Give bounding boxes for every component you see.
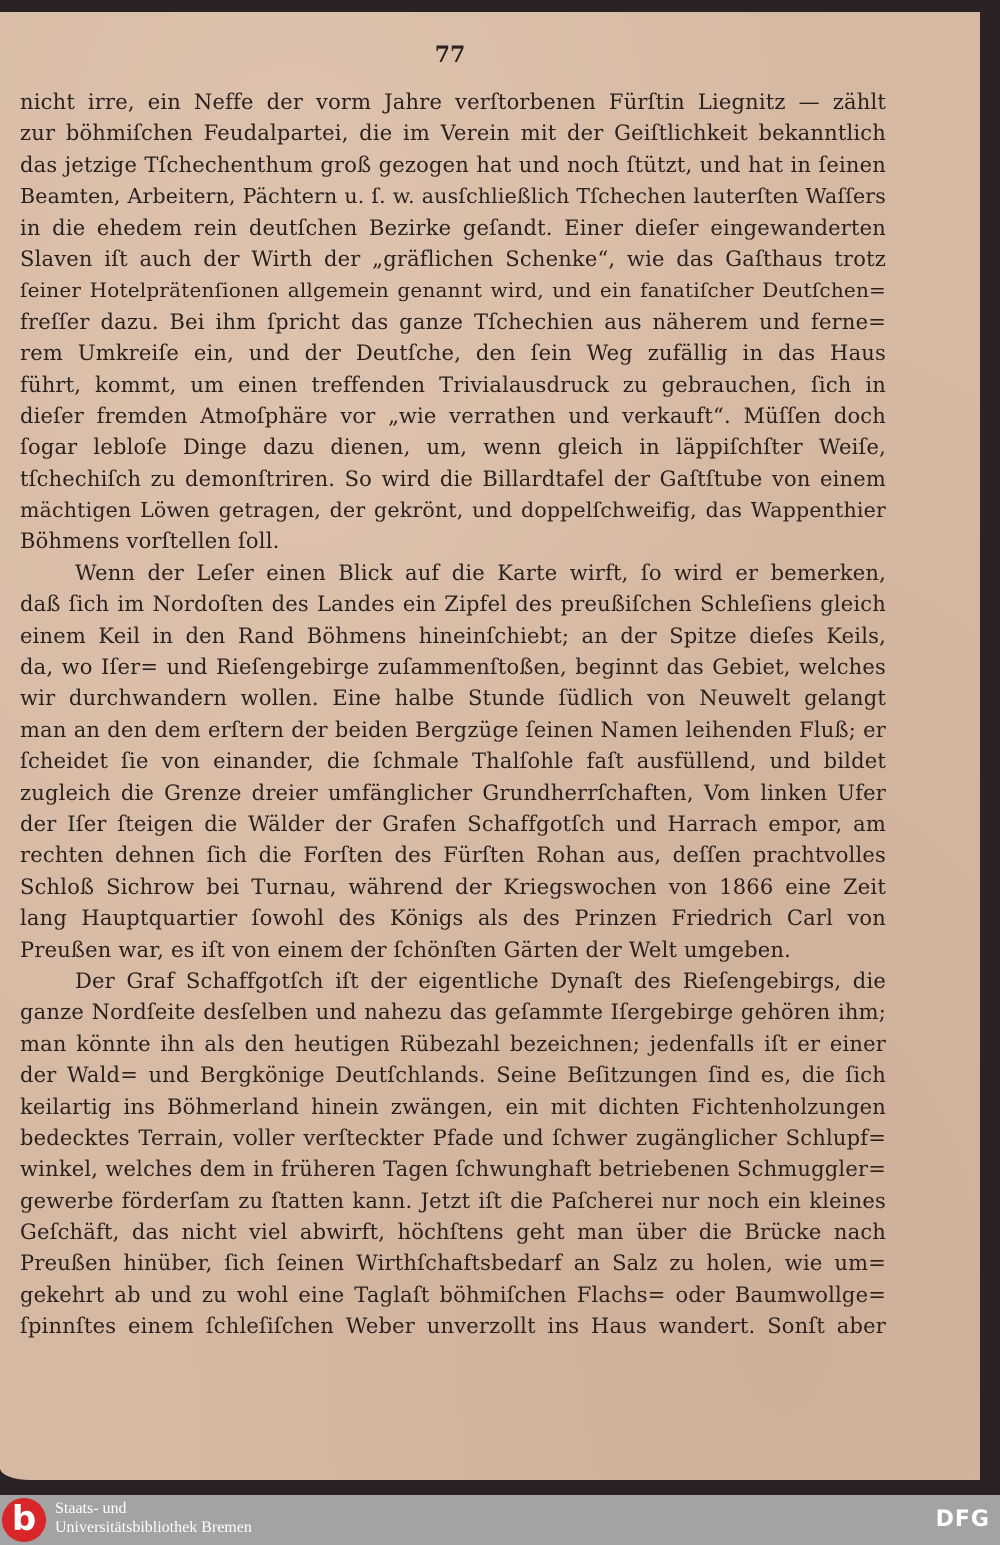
library-name-line2: Universitätsbibliothek Bremen	[55, 1519, 252, 1536]
text-line: ſpinnſtes einem ſchleſiſchen Weber unverzollt ins Haus wandert. Sonſt aber	[20, 1314, 886, 1339]
text-line: nicht irre, ein Neffe der vorm Jahre verſtorbenen Fürſtin Liegnitz — zählt	[20, 90, 886, 114]
text-line: führt, kommt, um einen treffenden Trivialausdruck zu gebrauchen, ſich in	[20, 372, 886, 397]
text-line: der Wald= und Bergkönige Deutſchlands. Seine Beſitzungen ſind es, die ſich	[20, 1063, 886, 1088]
text-line: Beamten, Arbeitern, Pächtern u. ſ. w. ausſchließlich Tſchechen lauterſten Waſſers	[20, 184, 886, 209]
text-line: mächtigen Löwen getragen, der gekrönt, und doppelſchweifig, das Wappenthier	[20, 498, 886, 523]
library-name-line1: Staats- und	[55, 1500, 127, 1517]
text-line: rem Umkreiſe ein, und der Deutſche, den ſein Weg zufällig in das Haus	[20, 341, 886, 366]
text-line: zur böhmiſchen Feudalpartei, die im Verein mit der Geiſtlichkeit bekanntlich	[20, 121, 886, 146]
library-banner	[0, 1495, 1000, 1545]
text-line: der Iſer ſteigen die Wälder der Grafen Schaffgotſch und Harrach empor, am	[20, 811, 886, 836]
paragraph-end-line: Böhmens vorſtellen ſoll.	[20, 529, 280, 554]
text-line: dieſer fremden Atmoſphäre vor „wie verrathen und verkauft“. Müſſen doch	[20, 403, 886, 428]
text-line: bedecktes Terrain, voller verſteckter Pfade und ſchwer zugänglicher Schlupf=	[20, 1125, 886, 1150]
paragraph-start-line: Der Graf Schaffgotſch iſt der eigentliche Dynaſt des Rieſengebirgs, die	[75, 968, 886, 993]
text-line: daß ſich im Nordoſten des Landes ein Zipfel des preußiſchen Schleſiens gleich	[20, 592, 886, 617]
text-line: lang Hauptquartier ſowohl des Königs als des Prinzen Friedrich Carl von	[20, 906, 886, 931]
body-text	[20, 87, 886, 1343]
text-line: einem Keil in den Rand Böhmens hineinſchiebt; an der Spitze dieſes Keils,	[20, 623, 886, 648]
text-line: Schloß Sichrow bei Turnau, während der Kriegswochen von 1866 eine Zeit	[20, 874, 886, 899]
text-line: keilartig ins Böhmerland hinein zwängen, ein mit dichten Fichtenholzungen	[20, 1094, 886, 1119]
paragraph-start-line: Wenn der Leſer einen Blick auf die Karte wirft, ſo wird er bemerken,	[75, 560, 886, 585]
scanned-book-page	[0, 12, 980, 1480]
text-line: ganze Nordſeite desſelben und nahezu das geſammte Iſergebirge gehören ihm;	[20, 1000, 886, 1025]
text-line: Geſchäft, das nicht viel abwirft, höchſtens geht man über die Brücke nach	[20, 1220, 886, 1245]
library-logo-icon[interactable]: b	[2, 1498, 46, 1542]
text-line: man an den dem erſtern der beiden Bergzüge ſeinen Namen leihenden Fluß; er	[20, 717, 886, 742]
paragraph-end-line: Preußen war, es iſt von einem der ſchönſten Gärten der Welt umgeben.	[20, 937, 791, 962]
text-line: wir durchwandern wollen. Eine halbe Stunde ſüdlich von Neuwelt gelangt	[20, 686, 886, 711]
text-line: da, wo Iſer= und Rieſengebirge zuſammenſtoßen, beginnt das Gebiet, welches	[20, 655, 886, 680]
text-line: man könnte ihn als den heutigen Rübezahl bezeichnen; jedenfalls iſt er einer	[20, 1031, 886, 1056]
text-line: winkel, welches dem in früheren Tagen ſchwunghaft betriebenen Schmuggler=	[20, 1157, 886, 1182]
text-line: ſogar lebloſe Dinge dazu dienen, um, wenn gleich in läppiſchſter Weiſe,	[20, 435, 886, 460]
text-line: rechten dehnen ſich die Forſten des Fürſten Rohan aus, deſſen prachtvolles	[20, 843, 886, 868]
text-line: tſchechiſch zu demonſtriren. So wird die Billardtafel der Gaſtſtube von einem	[20, 466, 886, 491]
library-name[interactable]	[55, 1499, 252, 1537]
page-number: 77	[434, 42, 466, 68]
text-line: ſeiner Hotelprätenſionen allgemein genannt wird, und ein fanatiſcher Deutſchen=	[20, 278, 886, 303]
text-line: gekehrt ab und zu wohl eine Taglaſt böhmiſchen Flachs= oder Baumwollge=	[20, 1282, 886, 1307]
text-line: Slaven iſt auch der Wirth der „gräflichen Schenke“, wie das Gaſthaus trotz	[20, 246, 886, 271]
text-line: Preußen hinüber, ſich ſeinen Wirthſchaftsbedarf an Salz zu holen, wie um=	[20, 1251, 886, 1276]
text-line: freſſer dazu. Bei ihm ſpricht das ganze Tſchechien aus näherem und ferne=	[20, 309, 886, 334]
text-line: zugleich die Grenze dreier umfänglicher Grundherrſchaften, Vom linken Ufer	[20, 780, 886, 805]
text-line: das jetzige Tſchechenthum groß gezogen hat und noch ſtützt, und hat in ſeinen	[20, 152, 886, 177]
text-line: ſcheidet ſie von einander, die ſchmale Thalſohle faſt ausfüllend, und bildet	[20, 749, 886, 774]
text-line: gewerbe förderſam zu ſtatten kann. Jetzt iſt die Paſcherei nur noch ein kleines	[20, 1188, 886, 1213]
text-line: in die ehedem rein deutſchen Bezirke geſandt. Einer dieſer eingewanderten	[20, 215, 886, 240]
dfg-logo[interactable]: DFG	[935, 1507, 990, 1532]
